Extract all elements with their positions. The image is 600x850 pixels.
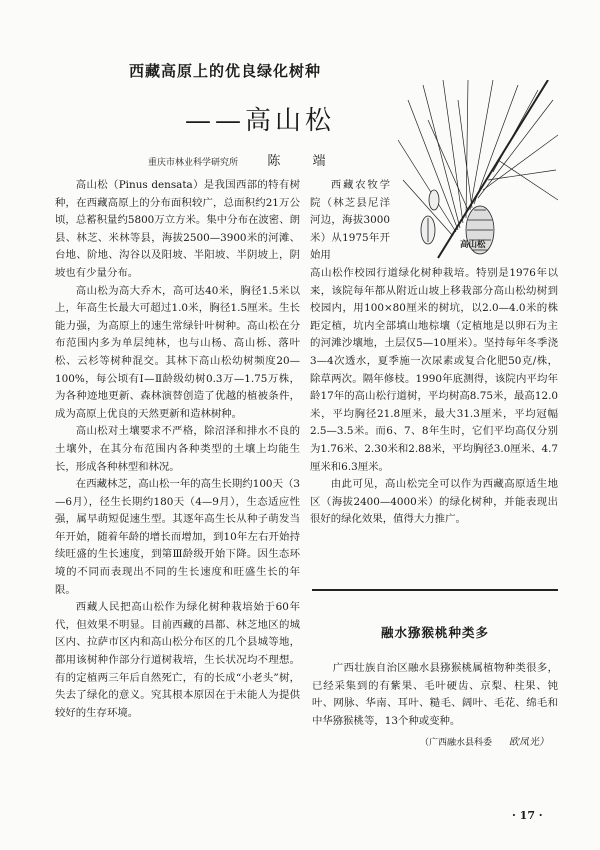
page-number: · 17 · <box>512 809 543 822</box>
author-org: 重庆市林业科学研究所 <box>148 158 239 168</box>
credit-org: （广西融水县科委 <box>420 738 493 748</box>
paragraph: 西藏人民把高山松作为绿化树种栽培始于60年代，但效果不明显。目前西藏的昌都、林芝地区的城区内、拉萨市区内和高山松分布区的几个县城等地，都用该树种作部分行道树栽培，生长状况均不理想。有的定植两三年后自然死亡，有的长成“小老头”树，失去了绿化的意义。究其根本原因在于未能人为提供较好的生存环境。 <box>55 601 300 719</box>
paragraph: 高山松（Pinus densata）是我国西部的特有树种，在西藏高原上的分布面积较广，总面积约21万公顷，总蓄积量约5800万立方米。集中分布在波密、朗县、林芝、米林等县，海拔2500—3900米的河滩、台地、阶地、沟谷以及阳坡、半阳坡、半阴坡上，阴坡也有少量分布。 <box>55 179 300 279</box>
paragraph: 广西壮族自治区融水县猕猴桃属植物种类很多，已经采集到的有紫果、毛叶硬齿、京梨、柱果、钝叶、网脉、华南、耳叶、糙毛、阔叶、毛花、绵毛和中华猕猴桃等，13个种或变种。 <box>312 662 558 727</box>
article-subtitle: ——高山松 <box>184 106 335 136</box>
left-column <box>55 177 300 722</box>
pine-illustration <box>398 80 558 260</box>
short-item-title: 融水猕猴桃种类多 <box>380 625 489 640</box>
byline <box>148 150 340 169</box>
author-name: 陈 端 <box>267 154 340 169</box>
paragraph: 高山松为高大乔木，高可达40米，胸径1.5米以上，年高生长最大可超过1.0米，胸径1.5厘米。生长能力强，为高原上的速生常绿针叶树种。高山松在分布范围内多为单层纯林，也与山杨、高山栎、落叶松、云杉等树种混交。其林下高山松幼树频度20—100%，每公顷有Ⅰ—Ⅱ龄级幼树0.3万—1.75万株，为各种迹地更新、森林演替创造了优越的植被条件，成为高原上优良的天然更新和造林树种。 <box>55 284 300 420</box>
short-item-credit <box>420 733 549 748</box>
credit-author: 欧凤光） <box>508 737 549 748</box>
paragraph: 西藏农牧学院（林芝县尼洋河边，海拔3000米）从1975年开始用 <box>310 179 390 262</box>
short-item-body <box>312 660 558 730</box>
figure-caption: 高山松 <box>460 240 486 250</box>
paragraph: 高山松对土壤要求不严格，除沼泽和排水不良的土壤外，在其分布范围内各种类型的土壤上均能生长，形成各种林型和林况。 <box>55 425 300 473</box>
right-column <box>310 265 558 529</box>
article-title: 西藏高原上的优良绿化树种 <box>128 62 321 80</box>
wrap-text <box>310 177 390 265</box>
paragraph: 在西藏林芝，高山松一年的高生长期约100天（3—6月），径生长期约180天（4—9月），生态适应性强，属早萌短促速生型。其逐年高生长从种子萌发当年开始，随着年龄的增长而增加，到10年左右开始持续旺盛的生长速度，到第Ⅲ龄级开始下降。因生态环境的不同而表现出不同的生长速度和旺盛生长的年限。 <box>55 478 300 596</box>
paragraph: 高山松作校园行道绿化树种栽培。特别是1976年以来，该院每年都从附近山坡上移栽部分高山松幼树到校园内，用100×80厘米的树坑，以2.0—4.0米的株距定植，坑内全部填山地棕壤（定植地是以卵石为主的河滩沙壤地，土层仅5—10厘米）。坚持每年冬季浇3—4次透水，夏季施一次尿素或复合化肥50克/株，除草两次。隔年修枝。1990年底测得，该院内平均年龄17年的高山松行道树，平均树高8.75米，最高12.0米，平均胸径21.8厘米，最大31.3厘米，平均冠幅2.5—3.5米。而6、7、8年生时，它们平均高仅分别为1.76米、2.30米和2.88米，平均胸径3.0厘米、4.7厘米和6.3厘米。 <box>310 267 558 473</box>
section-divider <box>312 589 558 591</box>
paragraph: 由此可见，高山松完全可以作为西藏高原适生地区（海拔2400—4000米）的绿化树种，并能表现出很好的绿化效果，值得大力推广。 <box>310 478 558 526</box>
